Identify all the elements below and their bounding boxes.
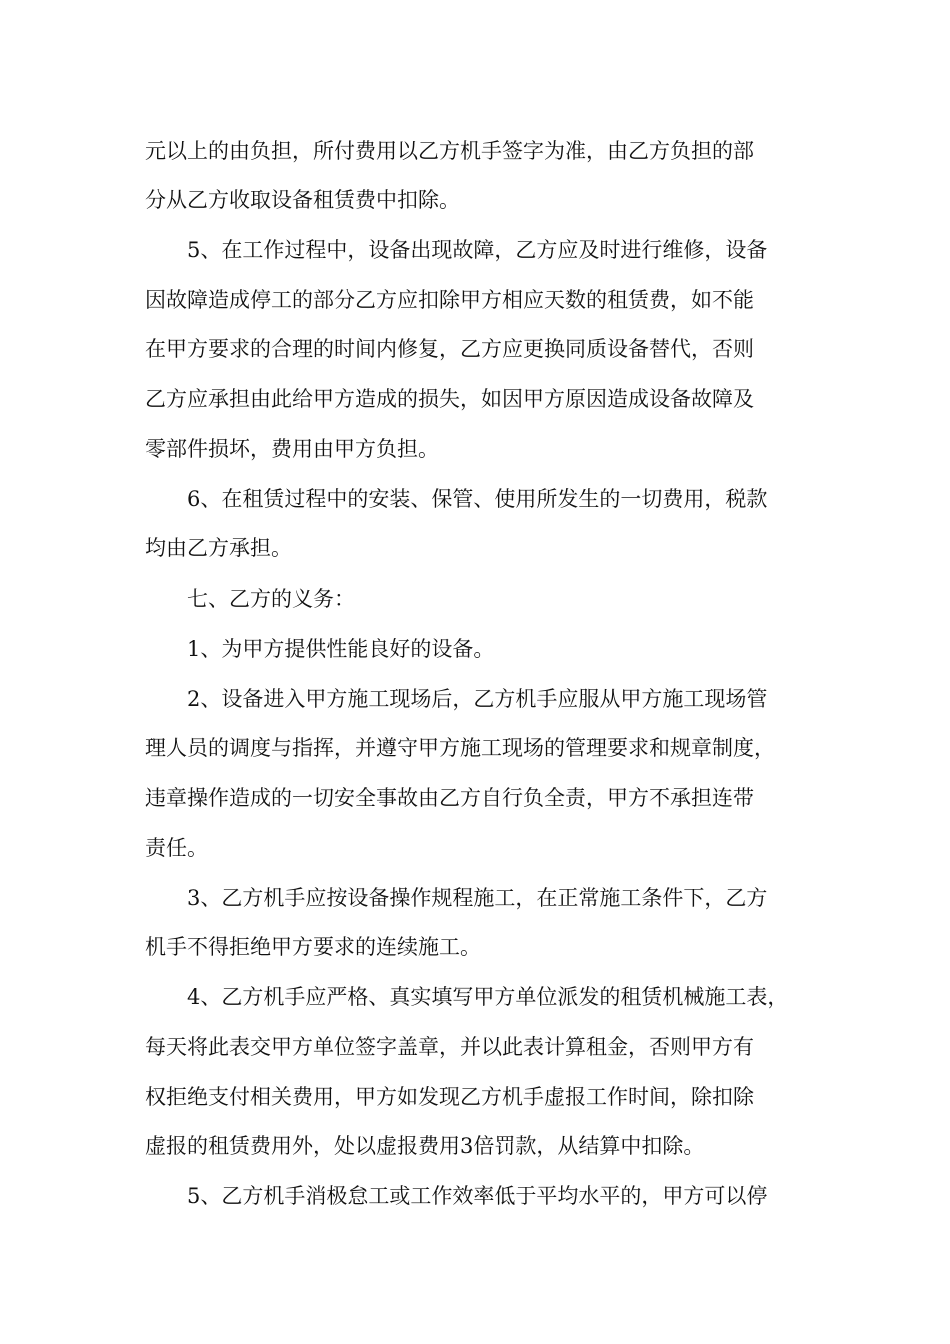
text-line: 4、乙方机手应严格、真实填写甲方单位派发的租赁机械施工表， — [187, 985, 789, 1009]
section-heading: 七、乙方的义务： — [187, 587, 355, 611]
text-line: 违章操作造成的一切安全事故由乙方自行负全责，甲方不承担连带 — [145, 786, 754, 810]
text-line: 每天将此表交甲方单位签字盖章，并以此表计算租金，否则甲方有 — [145, 1035, 754, 1059]
text-line: 分从乙方收取设备租赁费中扣除。 — [145, 188, 460, 212]
text-line: 均由乙方承担。 — [145, 536, 292, 560]
text-line: 因故障造成停工的部分乙方应扣除甲方相应天数的租赁费，如不能 — [145, 288, 754, 312]
text-line: 3、乙方机手应按设备操作规程施工，在正常施工条件下，乙方 — [187, 886, 768, 910]
text-line: 责任。 — [145, 836, 208, 860]
text-line: 虚报的租赁费用外，处以虚报费用3倍罚款，从结算中扣除。 — [145, 1134, 705, 1158]
text-line: 零部件损坏，费用由甲方负担。 — [145, 437, 439, 461]
text-line: 权拒绝支付相关费用，甲方如发现乙方机手虚报工作时间，除扣除 — [145, 1085, 754, 1109]
text-line: 在甲方要求的合理的时间内修复，乙方应更换同质设备替代，否则 — [145, 337, 754, 361]
text-line: 2、设备进入甲方施工现场后，乙方机手应服从甲方施工现场管 — [187, 687, 768, 711]
text-line: 元以上的由负担，所付费用以乙方机手签字为准，由乙方负担的部 — [145, 139, 754, 163]
text-line: 5、在工作过程中，设备出现故障，乙方应及时进行维修，设备 — [187, 238, 768, 262]
text-line: 1、为甲方提供性能良好的设备。 — [187, 637, 495, 661]
text-line: 6、在租赁过程中的安装、保管、使用所发生的一切费用，税款 — [187, 487, 768, 511]
text-line: 理人员的调度与指挥，并遵守甲方施工现场的管理要求和规章制度， — [145, 736, 775, 760]
text-line: 乙方应承担由此给甲方造成的损失，如因甲方原因造成设备故障及 — [145, 387, 754, 411]
text-line: 机手不得拒绝甲方要求的连续施工。 — [145, 935, 481, 959]
text-line: 5、乙方机手消极怠工或工作效率低于平均水平的，甲方可以停 — [187, 1184, 768, 1208]
